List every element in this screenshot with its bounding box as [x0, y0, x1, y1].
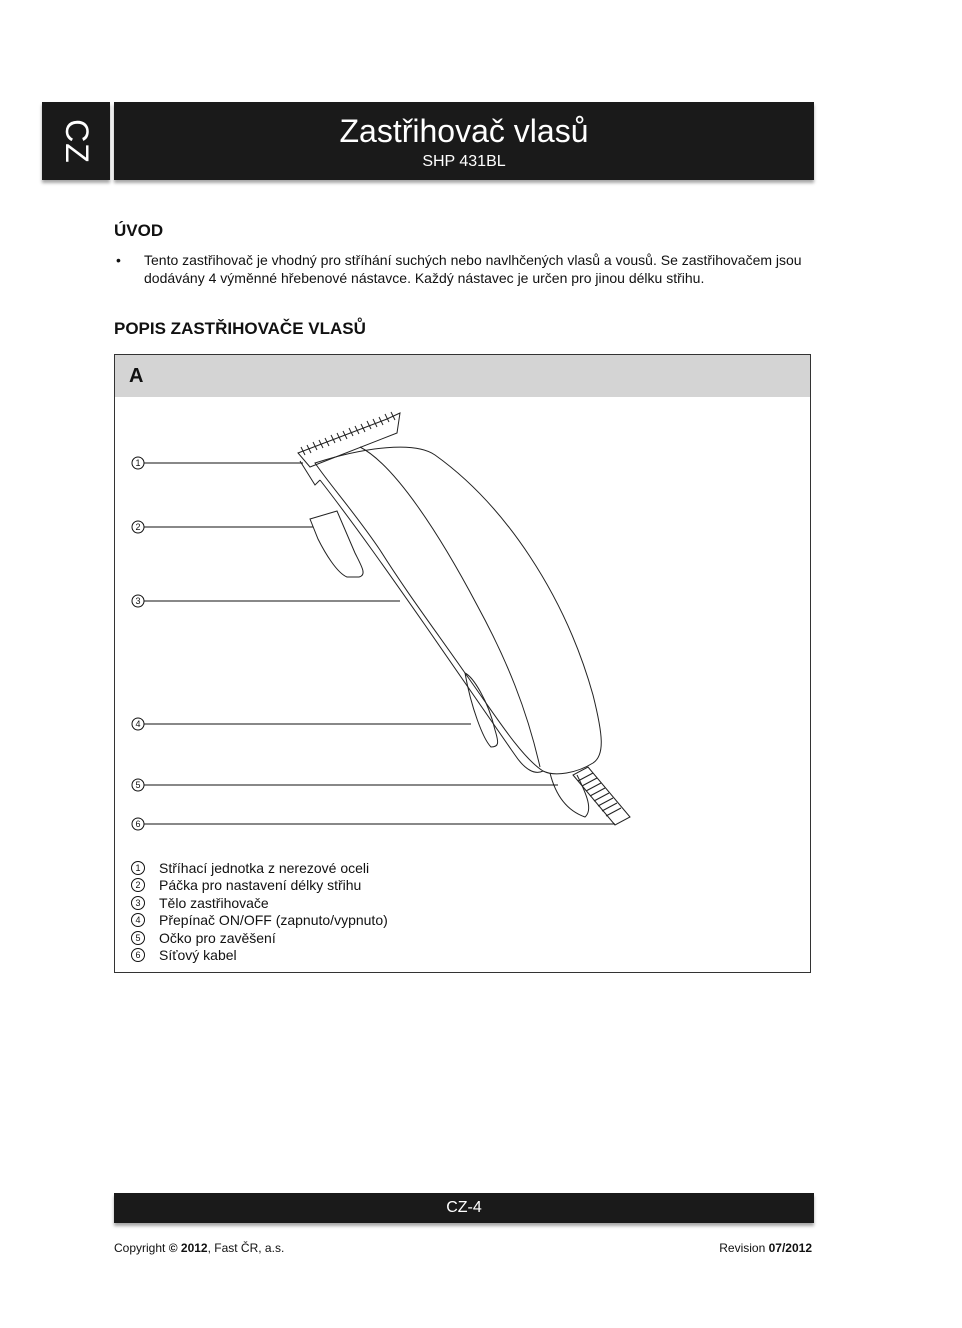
description-heading: POPIS ZASTŘIHOVAČE VLASŮ — [114, 319, 366, 338]
clipper-body-highlight — [360, 447, 540, 767]
callout-number-6: 6 — [135, 819, 141, 829]
legend-text: Tělo zastřihovače — [159, 894, 269, 911]
page-number-bar — [114, 1193, 814, 1223]
callout-number-1: 1 — [135, 458, 141, 468]
callout-number-5: 5 — [135, 780, 141, 790]
legend-number: 1 — [131, 861, 145, 875]
legend-number: 4 — [131, 913, 145, 927]
hanging-loop — [550, 773, 589, 817]
legend-text: Přepínač ON/OFF (zapnuto/vypnuto) — [159, 912, 388, 929]
callout-number-3: 3 — [135, 596, 141, 606]
bullet-marker: • — [116, 252, 121, 268]
power-switch — [465, 673, 498, 747]
figure-panel — [114, 354, 811, 973]
legend-item — [131, 912, 388, 930]
copyright-year: 2012 — [180, 1241, 208, 1255]
callout-number-2: 2 — [135, 522, 141, 532]
copyright-symbol: © — [168, 1241, 178, 1255]
clipper-body — [315, 447, 601, 774]
legend-text: Stříhací jednotka z nerezové oceli — [159, 859, 370, 876]
power-cord — [573, 767, 630, 825]
copyright-notice — [114, 1241, 284, 1255]
legend-number: 2 — [131, 878, 145, 892]
header-bar — [114, 102, 814, 180]
legend-item — [131, 877, 388, 895]
cord-ridges — [578, 773, 621, 816]
copyright-prefix: Copyright — [114, 1241, 169, 1255]
legend-item — [131, 894, 388, 912]
legend-number: 5 — [131, 931, 145, 945]
legend-item — [131, 859, 388, 877]
revision-notice — [719, 1241, 812, 1255]
legend-item — [131, 947, 388, 965]
intro-heading: ÚVOD — [114, 221, 164, 240]
legend-text: Očko pro zavěšení — [159, 929, 276, 946]
language-tab-label: CZ — [58, 118, 95, 164]
revision-label: Revision — [719, 1241, 769, 1255]
page-number: CZ-4 — [446, 1199, 482, 1216]
parts-legend — [131, 859, 388, 964]
intro-bullet-text: Tento zastřihovač je vhodný pro stříhání suchých nebo navlhčených vlasů a vousů. Se zastřihovačem jsou dodávány 4 výměnné hřebenové nástavce. Každý nástavec je určen pro jinou délku střihu. — [144, 252, 802, 286]
copyright-company: , Fast ČR, a.s. — [207, 1241, 285, 1255]
legend-text: Páčka pro nastavení délky střihu — [159, 877, 362, 894]
revision-date: 07/2012 — [768, 1241, 812, 1255]
legend-number: 6 — [131, 948, 145, 962]
language-tab — [42, 102, 110, 180]
cutting-blade — [298, 413, 400, 467]
legend-text: Síťový kabel — [159, 947, 237, 964]
legend-number: 3 — [131, 896, 145, 910]
adjust-lever — [310, 511, 363, 577]
model-number: SHP 431BL — [422, 153, 506, 170]
intro-bullet — [114, 251, 814, 287]
page-title: Zastřihovač vlasů — [339, 113, 589, 149]
figure-label: A — [129, 365, 144, 387]
legend-item — [131, 929, 388, 947]
callout-number-4: 4 — [135, 719, 141, 729]
